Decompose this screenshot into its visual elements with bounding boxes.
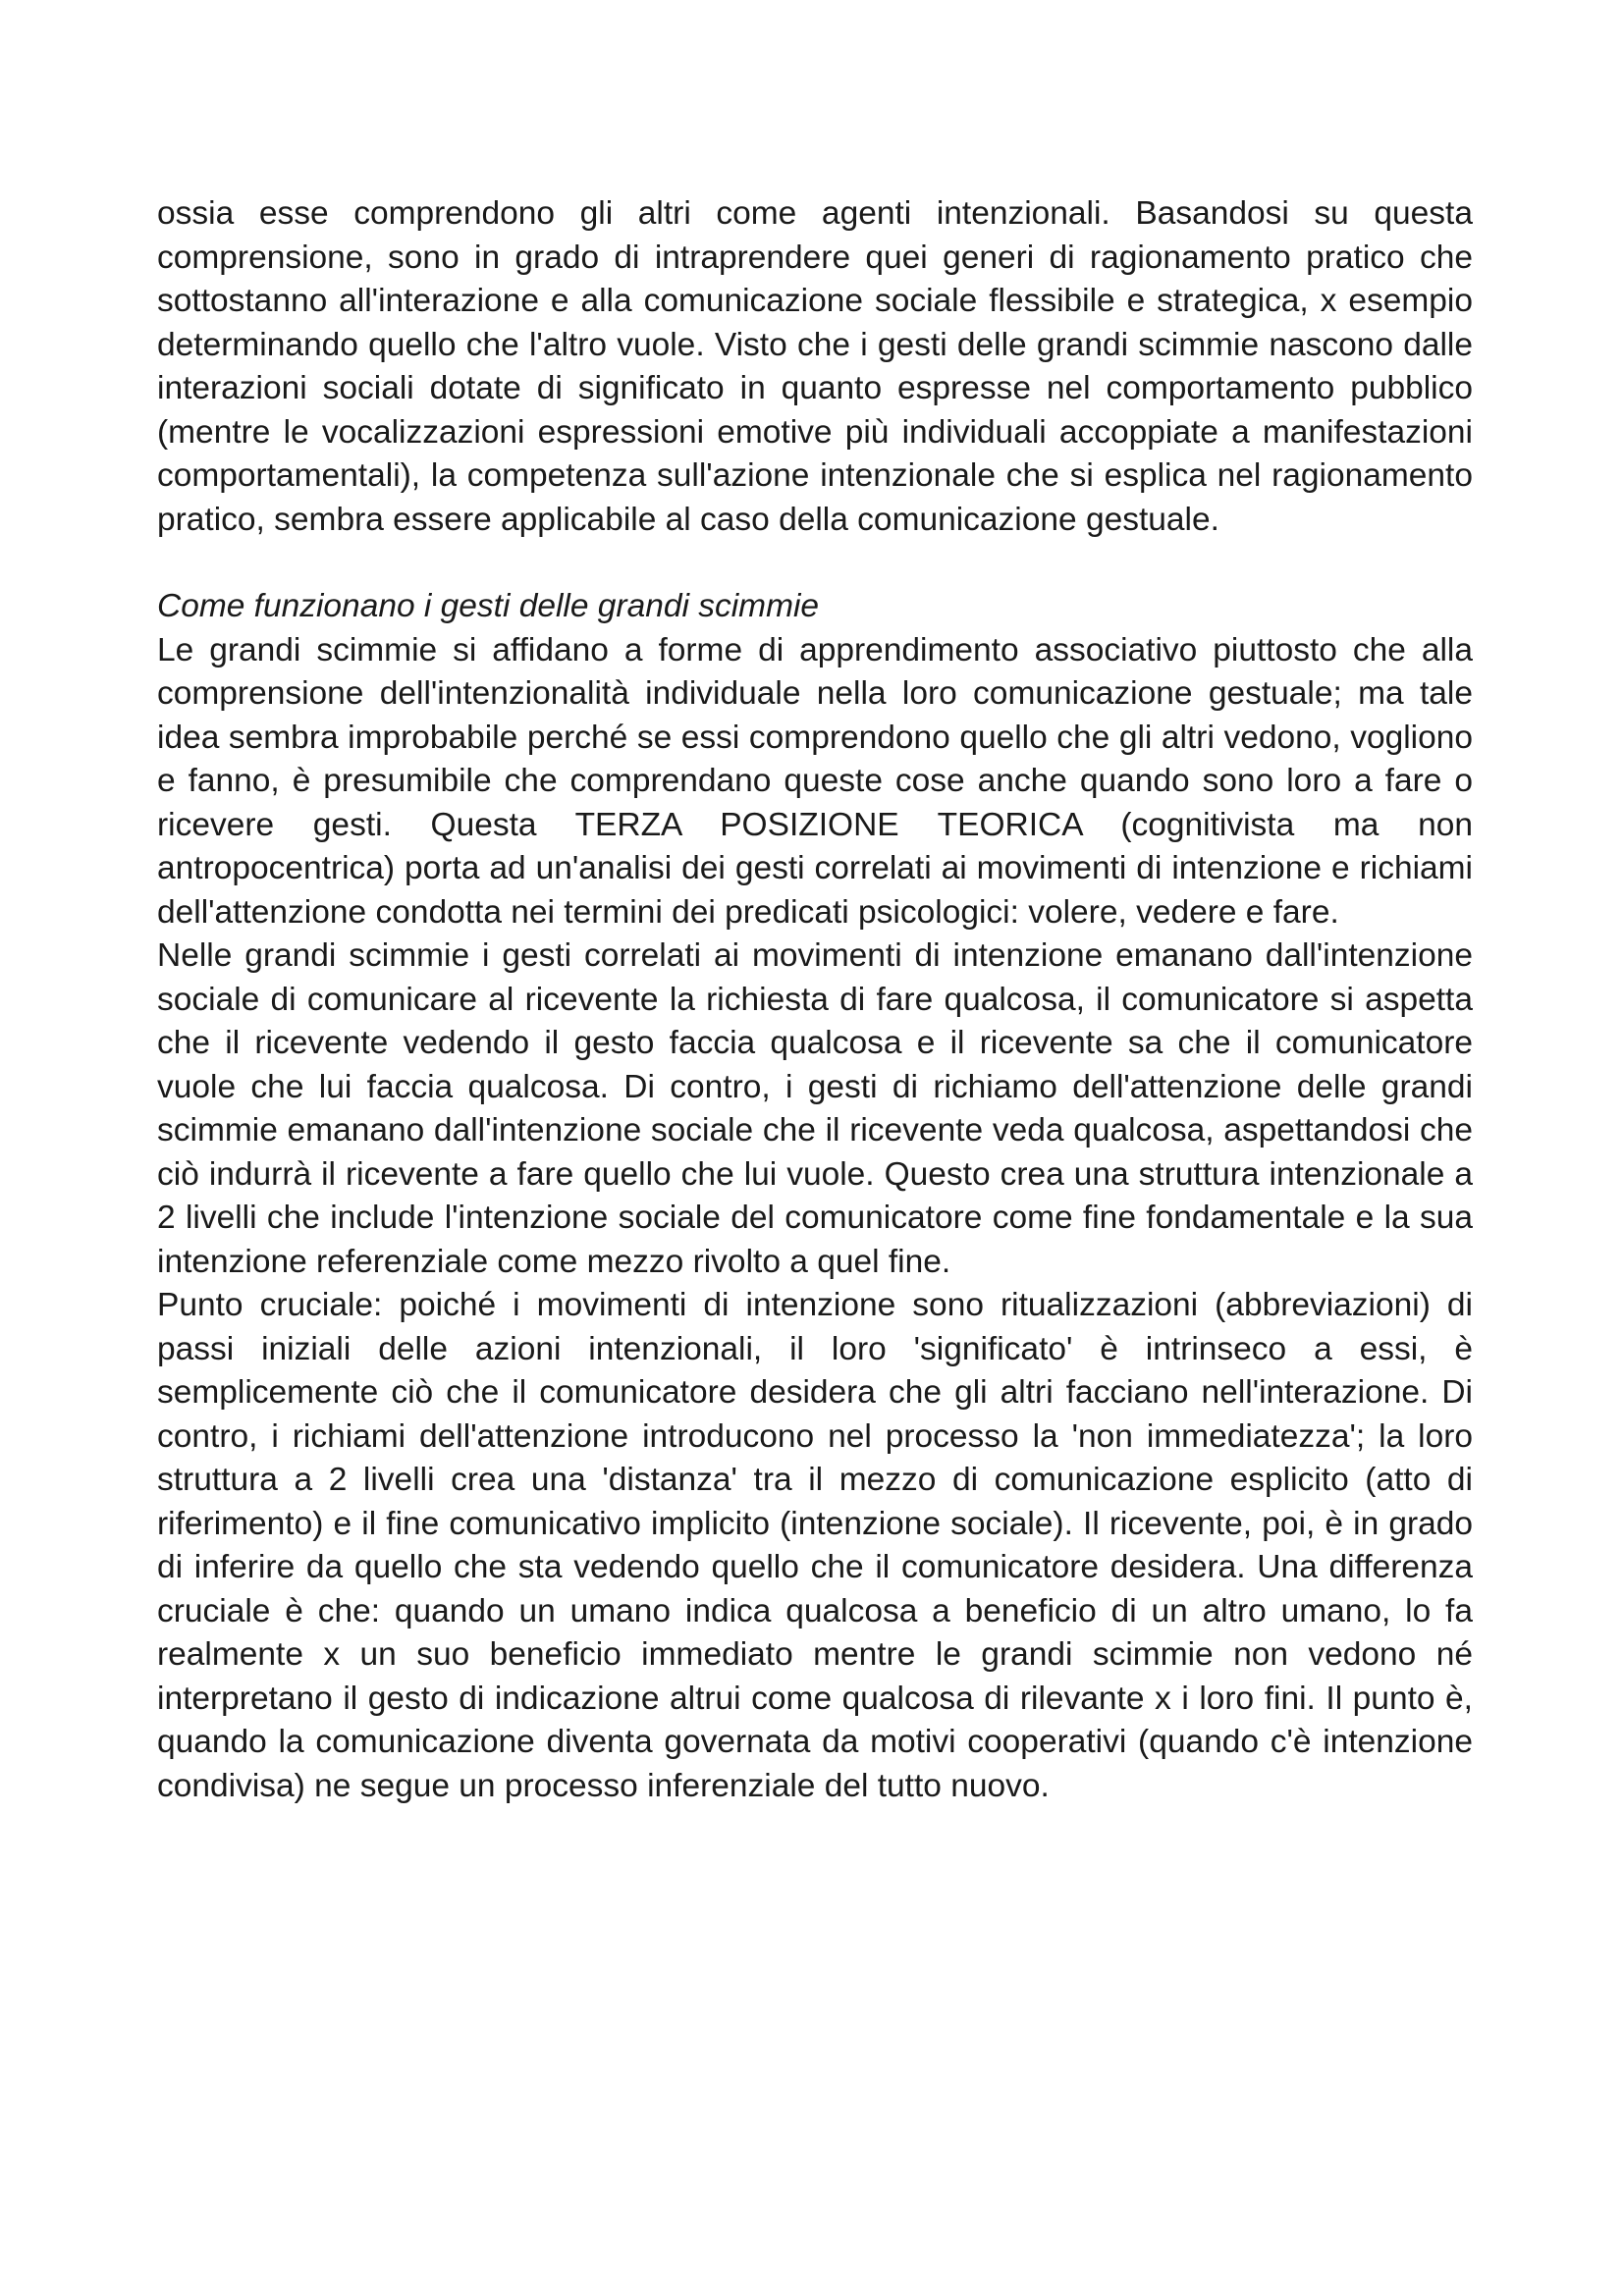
body-paragraph: Nelle grandi scimmie i gesti correlati ai movimenti di intenzione emanano dall'intenzione sociale di comunicare al ricevente la richiesta di fare qualcosa, il comunicatore si aspetta che il ricevente vedendo il gesto faccia qualcosa e il ricevente sa che il comunicatore vuole che lui faccia qualcosa. Di contro, i gesti di richiamo dell'attenzione delle grandi scimmie emanano dall'intenzione sociale che il ricevente veda qualcosa, aspettandosi che ciò indurrà il ricevente a fare quello che lui vuole. Questo crea una struttura intenzionale a 2 livelli che include l'intenzione sociale del comunicatore come fine fondamentale e la sua intenzione referenziale come mezzo rivolto a quel fine. (157, 937, 1473, 1280)
body-paragraph: ossia esse comprendono gli altri come agenti intenzionali. Basandosi su questa comprensione, sono in grado di intraprendere quei generi di ragionamento pratico che sottostanno all'interazione e alla comunicazione sociale flessibile e strategica, x esempio determinando quello che l'altro vuole. Visto che i gesti delle grandi scimmie nascono dalle interazioni sociali dotate di significato in quanto espresse nel comportamento pubblico (mentre le vocalizzazioni espressioni emotive più individuali accoppiate a manifestazioni comportamentali), la competenza sull'azione intenzionale che si esplica nel ragionamento pratico, sembra essere applicabile al caso della comunicazione gestuale. (157, 195, 1473, 538)
body-paragraph: Punto cruciale: poiché i movimenti di intenzione sono ritualizzazioni (abbreviazioni) di passi iniziali delle azioni intenzionali, il loro 'significato' è intrinseco a essi, è semplicemente ciò che il comunicatore desidera che gli altri facciano nell'interazione. Di contro, i richiami dell'attenzione introducono nel processo la 'non immediatezza'; la loro struttura a 2 livelli crea una 'distanza' tra il mezzo di comunicazione esplicito (atto di riferimento) e il fine comunicativo implicito (intenzione sociale). Il ricevente, poi, è in grado di inferire da quello che sta vedendo quello che il comunicatore desidera. Una differenza cruciale è che: quando un umano indica qualcosa a beneficio di un altro umano, lo fa realmente x un suo beneficio immediato mentre le grandi scimmie non vedono né interpretano il gesto di indicazione altrui come qualcosa di rilevante x i loro fini. Il punto è, quando la comunicazione diventa governata da motivi cooperativi (quando c'è intenzione condivisa) ne segue un processo inferenziale del tutto nuovo. (157, 1287, 1473, 1804)
intro-section (157, 192, 1473, 542)
body-paragraph: Le grandi scimmie si affidano a forme di apprendimento associativo piuttosto che alla comprensione dell'intenzionalità individuale nella loro comunicazione gestuale; ma tale idea sembra improbabile perché se essi comprendono quello che gli altri vedono, vogliono e fanno, è presumibile che comprendano queste cose anche quando sono loro a fare o ricevere gesti. Questa TERZA POSIZIONE TEORICA (cognitivista ma non antropocentrica) porta ad un'analisi dei gesti correlati ai movimenti di intenzione e richiami dell'attenzione condotta nei termini dei predicati psicologici: volere, vedere e fare. (157, 631, 1473, 931)
gestures-section (157, 585, 1473, 1808)
section-heading: Come funzionano i gesti delle grandi scimmie (157, 588, 820, 624)
